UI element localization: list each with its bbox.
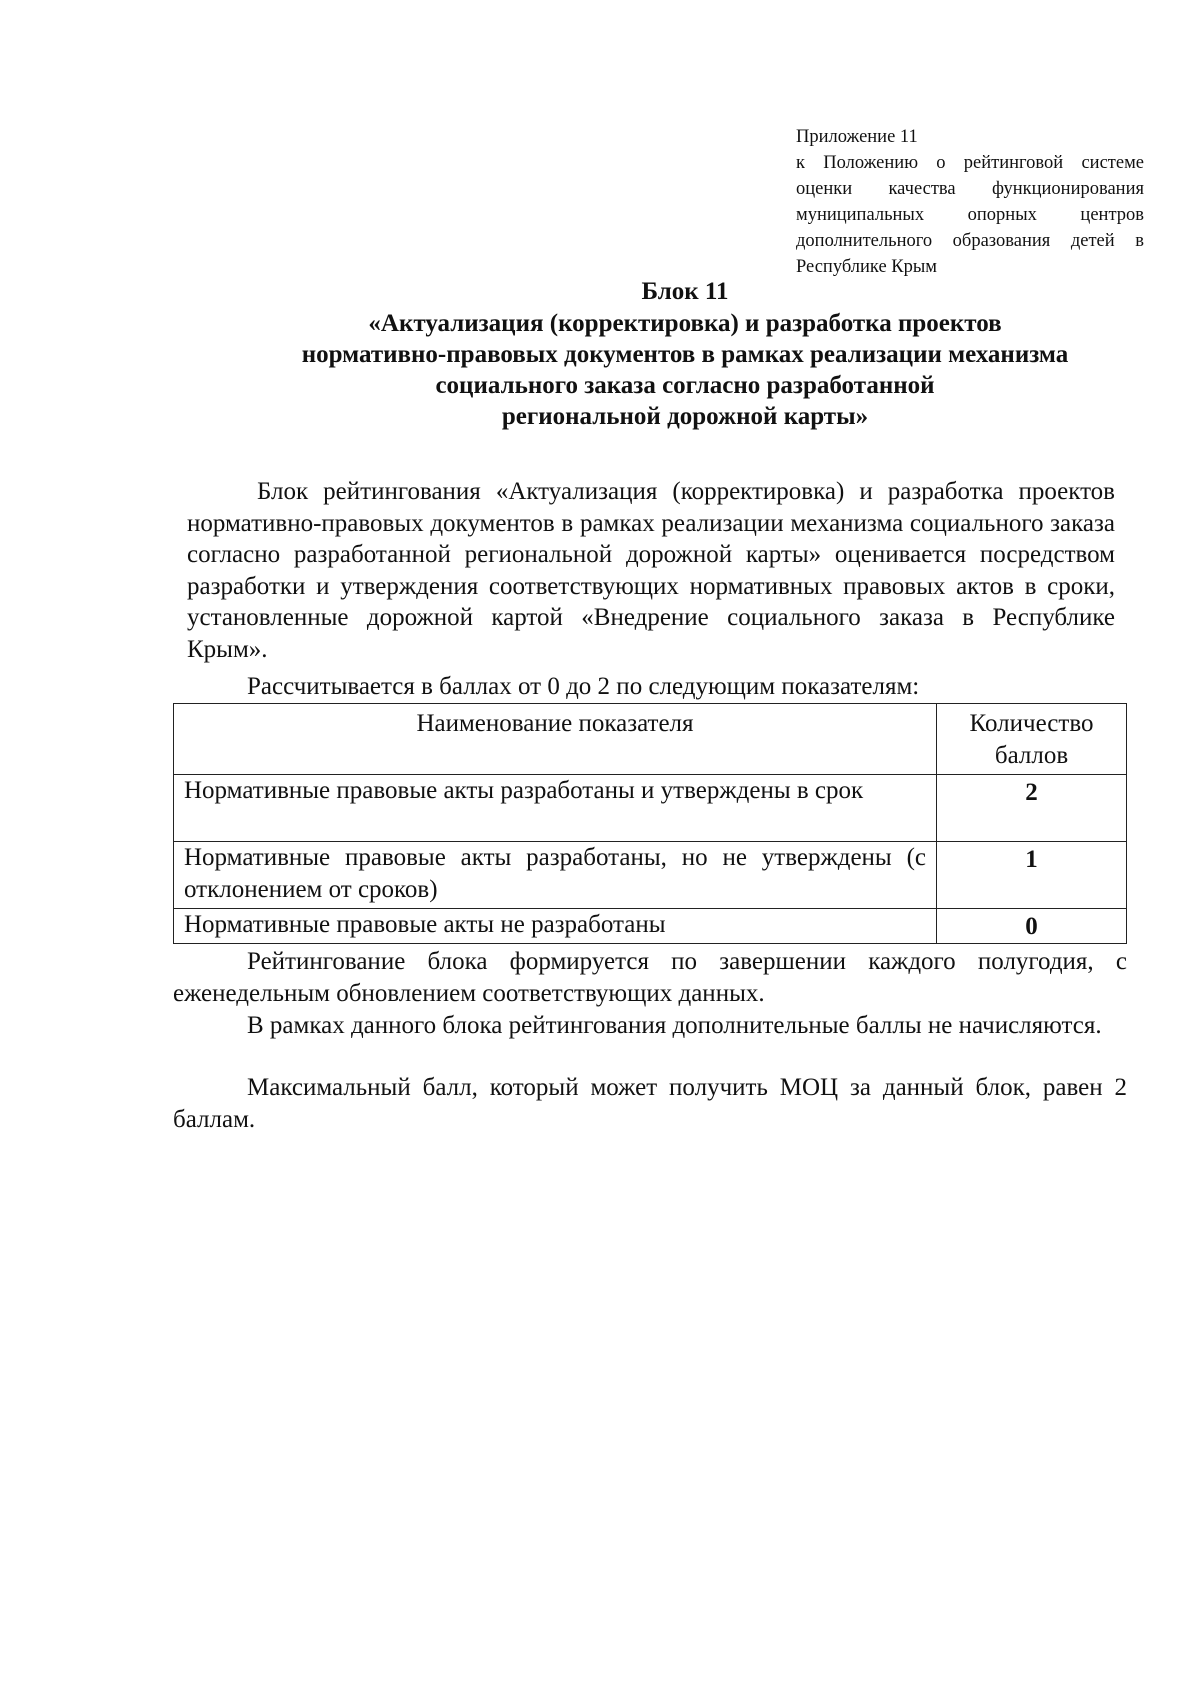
heading-line: региональной дорожной карты» [501, 403, 869, 430]
closing-paragraph: Рейтингование блока формируется по завершении каждого полугодия, с еженедельным обновлением соответствующих данных. [173, 948, 1127, 1007]
heading-line: «Актуализация (корректировка) и разработка проектов [368, 310, 1002, 337]
header-points: Количество баллов [937, 704, 1127, 775]
table-row [174, 775, 1127, 842]
appendix-line: Республике Крым [796, 257, 938, 277]
block-heading [180, 276, 1190, 432]
appendix-note [796, 124, 1144, 280]
table-row [174, 842, 1127, 909]
points-cell: 0 [937, 909, 1127, 944]
appendix-line: муниципальных опорных центров [796, 205, 1144, 225]
indicator-cell: Нормативные правовые акты разработаны, но не утверждены (с отклонением от сроков) [174, 842, 937, 909]
table-header-row [174, 704, 1127, 775]
points-cell: 1 [937, 842, 1127, 909]
closing-paragraph: Максимальный балл, который может получить МОЦ за данный блок, равен 2 баллам. [173, 1074, 1127, 1133]
appendix-line: оценки качества функционирования [796, 179, 1144, 199]
appendix-line: дополнительного образования детей в [796, 231, 1144, 251]
closing-paragraph: В рамках данного блока рейтингования дополнительные баллы не начисляются. [247, 1012, 1102, 1039]
appendix-line: к Положению о рейтинговой системе [796, 153, 1144, 173]
intro-paragraph: Блок рейтингования «Актуализация (корректировка) и разработка проектов нормативно-правовых документов в рамках реализации механизма социального заказа согласно разработанной региональной дорожной карты» оценивается посредством разработки и утверждения соответствующих нормативных правовых актов в сроки, установленные дорожной картой «Внедрение социального заказа в Республике Крым». [187, 478, 1115, 663]
indicator-cell: Нормативные правовые акты не разработаны [174, 909, 937, 944]
table-row [174, 909, 1127, 944]
indicator-table [173, 703, 1127, 944]
points-cell: 2 [937, 775, 1127, 842]
heading-line: нормативно-правовых документов в рамках реализации механизма [301, 341, 1069, 368]
block-number: Блок 11 [641, 278, 729, 305]
appendix-title: Приложение 11 [796, 127, 918, 147]
header-indicator: Наименование показателя [174, 704, 937, 775]
calculation-line: Рассчитывается в баллах от 0 до 2 по следующим показателям: [247, 673, 920, 700]
indicator-cell: Нормативные правовые акты разработаны и утверждены в срок [174, 775, 937, 842]
heading-line: социального заказа согласно разработанной [435, 372, 935, 399]
